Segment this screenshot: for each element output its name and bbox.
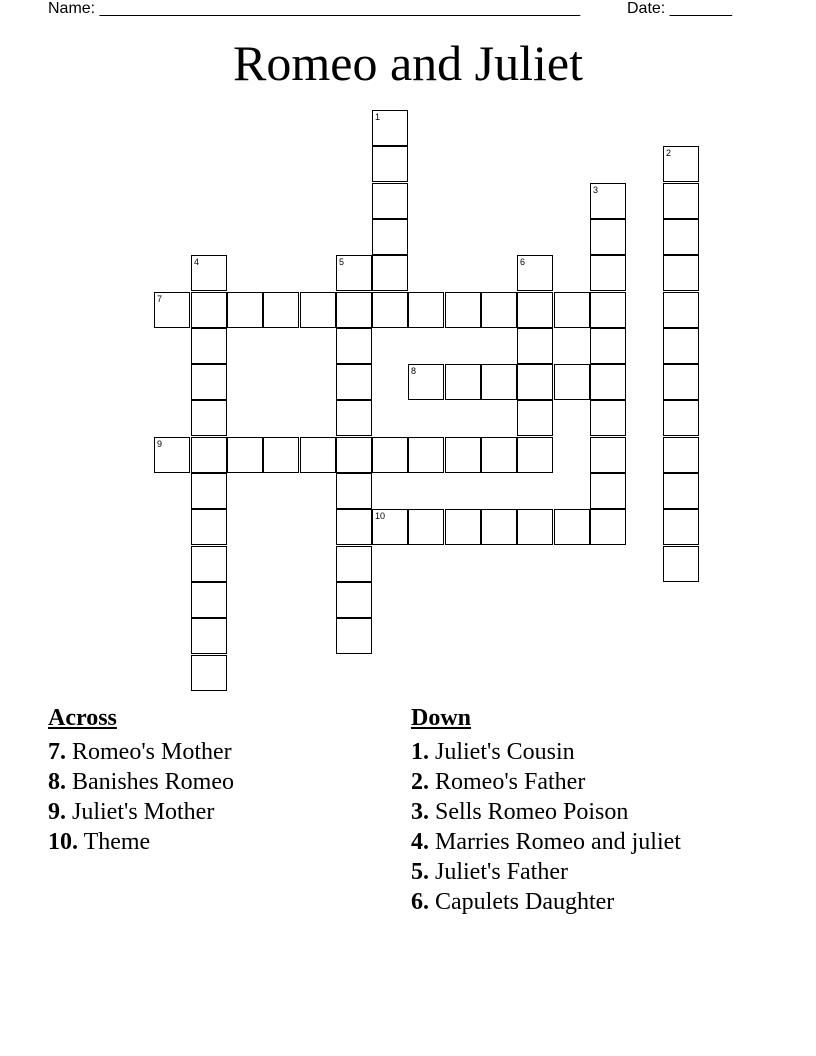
grid-cell[interactable]: [663, 546, 699, 582]
grid-cell[interactable]: [517, 509, 553, 545]
grid-cell[interactable]: [590, 437, 626, 473]
grid-cell[interactable]: [191, 546, 227, 582]
clue-down-2: [411, 768, 701, 796]
grid-cell[interactable]: [336, 328, 372, 364]
clue-text: Banishes Romeo: [72, 769, 234, 795]
grid-cell[interactable]: [372, 219, 408, 255]
date-field-label[interactable]: Date: _______: [627, 0, 732, 17]
clue-text: Theme: [83, 829, 151, 855]
grid-cell[interactable]: [663, 437, 699, 473]
grid-cell[interactable]: [445, 292, 481, 328]
grid-cell[interactable]: [445, 364, 481, 400]
grid-cell[interactable]: [554, 509, 590, 545]
grid-cell[interactable]: [408, 292, 444, 328]
grid-cell[interactable]: [517, 400, 553, 436]
grid-cell[interactable]: [408, 364, 444, 400]
grid-cell[interactable]: [445, 509, 481, 545]
clue-text: Romeo's Father: [435, 769, 586, 795]
grid-cell[interactable]: [590, 292, 626, 328]
grid-cell[interactable]: [191, 509, 227, 545]
grid-cell[interactable]: [663, 183, 699, 219]
grid-cell[interactable]: [300, 292, 336, 328]
grid-cell[interactable]: [481, 292, 517, 328]
grid-cell[interactable]: [191, 655, 227, 691]
clue-number-label: 5: [339, 257, 345, 267]
grid-cell[interactable]: [336, 364, 372, 400]
grid-cell[interactable]: [336, 255, 372, 291]
clue-number-label: 8: [411, 366, 417, 376]
across-heading: Across: [48, 705, 117, 731]
grid-cell[interactable]: [517, 255, 553, 291]
grid-cell[interactable]: [191, 437, 227, 473]
grid-cell[interactable]: [191, 364, 227, 400]
header-line: [48, 0, 748, 18]
grid-cell[interactable]: [663, 509, 699, 545]
clue-number: 8.: [48, 769, 66, 795]
clue-text: Romeo's Mother: [72, 739, 232, 765]
grid-cell[interactable]: [227, 437, 263, 473]
clue-number-label: 1: [375, 112, 381, 122]
grid-cell[interactable]: [372, 146, 408, 182]
grid-cell[interactable]: [517, 437, 553, 473]
grid-cell[interactable]: [191, 618, 227, 654]
grid-cell[interactable]: [300, 437, 336, 473]
grid-cell[interactable]: [191, 255, 227, 291]
grid-cell[interactable]: [663, 255, 699, 291]
grid-cell[interactable]: [372, 255, 408, 291]
clue-number: 1.: [411, 739, 429, 765]
clue-text: Juliet's Father: [435, 859, 568, 885]
clue-number: 2.: [411, 769, 429, 795]
name-field-label[interactable]: Name: ______________________________________________________: [48, 0, 581, 17]
grid-cell[interactable]: [408, 437, 444, 473]
grid-cell[interactable]: [445, 437, 481, 473]
clue-number: 5.: [411, 859, 429, 885]
clue-text: Sells Romeo Poison: [435, 799, 629, 825]
grid-cell[interactable]: [336, 473, 372, 509]
clue-number-label: 10: [375, 511, 386, 521]
grid-cell[interactable]: [554, 292, 590, 328]
clue-across-7: [48, 738, 348, 766]
clue-down-4: [411, 828, 701, 856]
grid-cell[interactable]: [663, 328, 699, 364]
grid-cell[interactable]: [481, 509, 517, 545]
down-clues: [411, 704, 701, 918]
grid-cell[interactable]: [663, 473, 699, 509]
grid-cell[interactable]: [336, 546, 372, 582]
grid-cell[interactable]: [590, 219, 626, 255]
grid-cell[interactable]: [336, 618, 372, 654]
grid-cell[interactable]: [191, 292, 227, 328]
grid-cell[interactable]: [372, 292, 408, 328]
clue-text: Juliet's Mother: [72, 799, 215, 825]
grid-cell[interactable]: [517, 292, 553, 328]
grid-cell[interactable]: [663, 219, 699, 255]
grid-cell[interactable]: [372, 183, 408, 219]
grid-cell[interactable]: [191, 328, 227, 364]
grid-cell[interactable]: [590, 364, 626, 400]
clue-number-label: 3: [593, 185, 599, 195]
grid-cell[interactable]: [517, 364, 553, 400]
grid-cell[interactable]: [227, 292, 263, 328]
clue-number-label: 6: [520, 257, 526, 267]
grid-cell[interactable]: [336, 292, 372, 328]
grid-cell[interactable]: [191, 473, 227, 509]
clue-number: 9.: [48, 799, 66, 825]
clue-number: 10.: [48, 829, 78, 855]
clue-number: 6.: [411, 889, 429, 915]
clue-number-label: 4: [194, 257, 200, 267]
page-title: Romeo and Juliet: [233, 35, 583, 91]
clue-number-label: 2: [666, 148, 672, 158]
grid-cell[interactable]: [263, 437, 299, 473]
grid-cell[interactable]: [590, 400, 626, 436]
clue-number: 4.: [411, 829, 429, 855]
grid-cell[interactable]: [590, 509, 626, 545]
clue-down-5: [411, 858, 701, 886]
grid-cell[interactable]: [554, 364, 590, 400]
grid-cell[interactable]: [663, 400, 699, 436]
clue-text: Juliet's Cousin: [435, 739, 575, 765]
across-clues: [48, 704, 348, 858]
clue-number: 3.: [411, 799, 429, 825]
grid-cell[interactable]: [517, 328, 553, 364]
grid-cell[interactable]: [372, 110, 408, 146]
clue-number-label: 9: [157, 439, 163, 449]
grid-cell[interactable]: [191, 582, 227, 618]
grid-cell[interactable]: [263, 292, 299, 328]
grid-cell[interactable]: [408, 509, 444, 545]
grid-cell[interactable]: [372, 509, 408, 545]
clue-across-9: [48, 798, 348, 826]
grid-cell[interactable]: [590, 328, 626, 364]
grid-cell[interactable]: [481, 437, 517, 473]
grid-cell[interactable]: [663, 364, 699, 400]
clue-down-3: [411, 798, 701, 826]
grid-cell[interactable]: [590, 183, 626, 219]
clue-number: 7.: [48, 739, 66, 765]
clue-down-1: [411, 738, 701, 766]
grid-cell[interactable]: [590, 255, 626, 291]
grid-cell[interactable]: [154, 292, 190, 328]
clue-across-10: [48, 828, 348, 856]
grid-cell[interactable]: [663, 146, 699, 182]
grid-cell[interactable]: [663, 292, 699, 328]
grid-cell[interactable]: [154, 437, 190, 473]
grid-cell[interactable]: [336, 582, 372, 618]
clue-across-8: [48, 768, 348, 796]
grid-cell[interactable]: [336, 400, 372, 436]
grid-cell[interactable]: [481, 364, 517, 400]
clue-number-label: 7: [157, 294, 163, 304]
clue-down-6: [411, 888, 701, 916]
grid-cell[interactable]: [191, 400, 227, 436]
clue-text: Marries Romeo and juliet: [435, 829, 681, 855]
down-heading: Down: [411, 705, 472, 731]
grid-cell[interactable]: [336, 509, 372, 545]
grid-cell[interactable]: [336, 437, 372, 473]
clue-text: Capulets Daughter: [435, 889, 615, 915]
grid-cell[interactable]: [372, 437, 408, 473]
grid-cell[interactable]: [590, 473, 626, 509]
